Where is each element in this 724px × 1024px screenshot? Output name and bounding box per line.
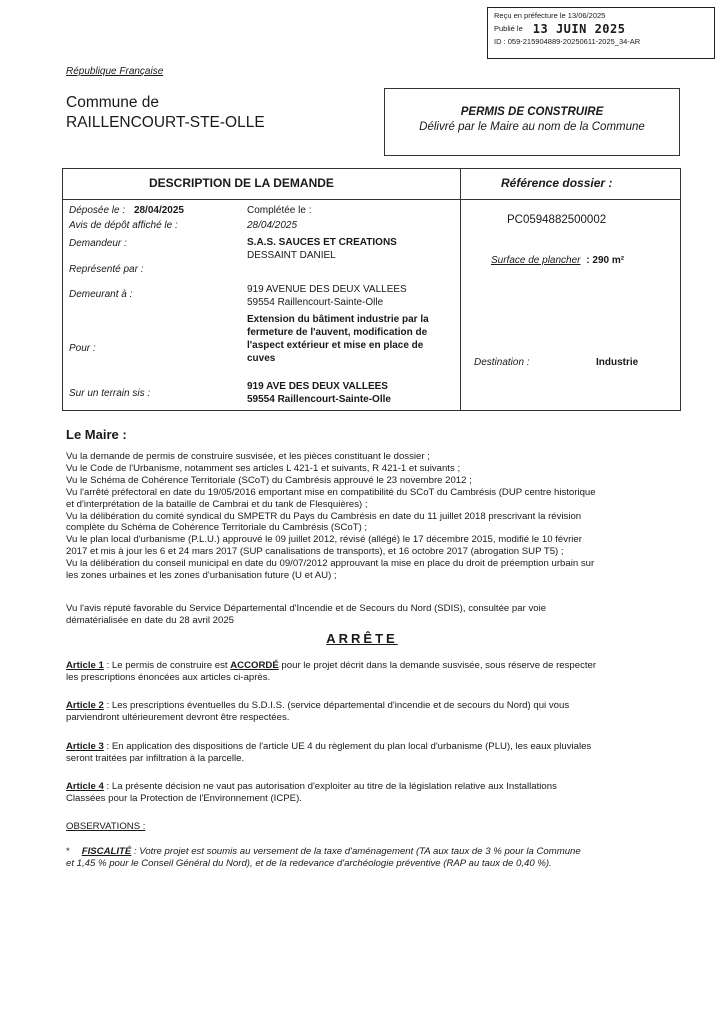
terrain-line1: 919 AVE DES DEUX VALLEES	[247, 381, 388, 392]
permis-title-box	[384, 88, 680, 156]
fiscalite-text-a: : Votre projet est soumis au versement de la taxe d'aménagement (TA aux taux de 3 % pour la Commune	[131, 846, 581, 857]
stamp-published-label: Publié le	[494, 24, 523, 34]
vu-line: 2017 et mis à jour les 6 et 24 mars 2017 (SUP canalisations de transports), et 16 octobre 2017 (abrogation SUP T5) ;	[66, 546, 564, 558]
fiscalite	[66, 846, 686, 870]
vu-line: Vu l'arrêté préfectoral en date du 19/05/2016 emportant mise en compatibilité du SCoT du Cambrésis (DUP centre historique	[66, 486, 596, 498]
prefecture-stamp	[487, 7, 715, 59]
surface-field	[491, 255, 624, 267]
vu-line: complète du Schéma de Cohérence Territoriale du Cambrésis (SCoT) ;	[66, 522, 368, 534]
article-1	[66, 660, 686, 684]
article-3	[66, 741, 686, 765]
article-4-text-a: : La présente décision ne vaut pas autorisation d'exploiter au titre de la législation relative aux Installations	[103, 781, 557, 792]
fiscalite-label: FISCALITÉ	[81, 846, 132, 857]
vu-line: Vu la délibération du comité syndical du SMPETR du Pays du Cambrésis en date du 11 juillet 2018 prescrivant la révision	[66, 510, 582, 522]
stamp-id: ID : 059-215904889-20250611-2025_34-AR	[494, 37, 641, 47]
commune-line1: Commune de	[66, 94, 160, 111]
article-4-label: Article 4	[66, 781, 104, 792]
pour-line3: l'aspect extérieur et mise en place de	[247, 340, 424, 351]
article-3-text-a: : En application des dispositions de l'article UE 4 du règlement du plan local d'urbanisme (PLU), les eaux pluviales	[103, 741, 592, 752]
demeurant-line2: 59554 Raillencourt-Sainte-Olle	[247, 297, 384, 308]
article-3-label: Article 3	[66, 741, 104, 752]
terrain-line2: 59554 Raillencourt-Sainte-Olle	[247, 394, 391, 405]
visas	[66, 451, 686, 582]
completee-label: Complétée le :	[247, 205, 312, 216]
vu-line: les zones urbaines et les zones d'urbanisation future (U et AU) ;	[66, 570, 337, 582]
article-1-text-b: pour le projet décrit dans la demande susvisée, sous réserve de respecter	[278, 660, 597, 671]
terrain-label: Sur un terrain sis :	[69, 388, 151, 399]
represente-label: Représenté par :	[69, 264, 144, 275]
vu-line: Vu la demande de permis de construire susvisée, et les pièces constituant le dossier ;	[66, 451, 430, 462]
stamp-received: Reçu en préfecture le 13/06/2025	[494, 11, 606, 20]
pour-line4: cuves	[247, 353, 276, 364]
reference-value: PC0594882500002	[507, 214, 607, 226]
table-divider-vertical	[460, 169, 461, 410]
fisc-bullet: *	[66, 846, 70, 857]
article-2	[66, 700, 686, 724]
commune-line2: RAILLENCOURT-STE-OLLE	[66, 114, 265, 131]
stamp-published-date: 13 JUIN 2025	[532, 22, 626, 37]
reference-heading: Référence dossier :	[501, 176, 613, 190]
surface-label: Surface de plancher	[491, 255, 581, 266]
demeurant-line1: 919 AVENUE DES DEUX VALLEES	[247, 284, 407, 295]
article-2-text-b: parviendront ultérieurement devront être respectées.	[66, 711, 290, 723]
destination-value: Industrie	[596, 357, 639, 368]
vu-line: Vu le Code de l'Urbanisme, notamment ses articles L 421-1 et suivants, R 421-1 et suivants ;	[66, 462, 461, 474]
republique-label: République Française	[66, 66, 164, 77]
vu-line: Vu l'avis réputé favorable du Service Départemental d'Incendie et de Secours du Nord (SDIS), consultée par voie	[66, 603, 547, 614]
surface-value: : 290 m²	[586, 255, 625, 266]
vu-line: Vu le plan local d'urbanisme (P.L.U.) approuvé le 09 juillet 2012, révisé (allégé) le 17 décembre 2015, modifié le 10 février	[66, 534, 582, 546]
accorde-text: ACCORDÉ	[230, 660, 279, 671]
vu-sdis	[66, 603, 686, 627]
article-3-text-b: seront traitées par infiltration à la parcelle.	[66, 752, 245, 764]
permis-subtitle: Délivré par le Maire au nom de la Commune	[419, 121, 645, 133]
article-4-text-b: Classées pour la Protection de l'Environnement (ICPE).	[66, 792, 302, 804]
pour-label: Pour :	[69, 343, 96, 354]
article-2-label: Article 2	[66, 700, 104, 711]
destination-label: Destination :	[474, 357, 530, 368]
avis-label: Avis de dépôt affiché le :	[69, 220, 178, 231]
article-1-label: Article 1	[66, 660, 104, 671]
vu-line: Vu le Schéma de Cohérence Territoriale (SCoT) du Cambrésis approuvé le 23 novembre 2012 ;	[66, 474, 472, 486]
article-2-text-a: : Les prescriptions éventuelles du S.D.I.S. (service départemental d'incendie et de secours du Nord) qui vous	[103, 700, 570, 711]
pour-line2: fermeture de l'auvent, modification de	[247, 327, 428, 338]
commune-name	[66, 93, 265, 133]
stamp-published	[494, 21, 708, 37]
fiscalite-text-b: et 1,45 % pour le Conseil Général du Nord), et de la redevance d'archéologie préventive (RAP au taux de 0,40 %).	[66, 857, 552, 869]
demandeur-label: Demandeur :	[69, 238, 127, 249]
vu-line: et d'interprétation de la bataille de Cambrai et du tank de Flesquières) ;	[66, 498, 368, 510]
arrete-text: ARRÊTE	[326, 631, 398, 646]
permis-title: PERMIS DE CONSTRUIRE	[460, 106, 604, 118]
demandeur-line2: DESSAINT DANIEL	[247, 250, 336, 261]
vu-line: dématérialisée en date du 28 avril 2025	[66, 614, 235, 626]
table-divider-horizontal	[63, 199, 680, 200]
demeurant-label: Demeurant à :	[69, 289, 133, 300]
article-4	[66, 781, 686, 805]
demandeur-line1: S.A.S. SAUCES ET CREATIONS	[247, 237, 397, 248]
article-1-text-a: : Le permis de construire est	[103, 660, 231, 671]
avis-value: 28/04/2025	[247, 220, 298, 231]
arrete-heading	[0, 631, 724, 646]
article-1-text-c: les prescriptions énoncées aux articles ci-après.	[66, 671, 271, 683]
deposee-label: Déposée le :	[69, 205, 126, 216]
deposee-value: 28/04/2025	[133, 205, 184, 216]
deposee-field	[69, 205, 184, 216]
le-maire-heading: Le Maire :	[66, 427, 127, 442]
vu-line: Vu la délibération du conseil municipal en date du 09/07/2012 approuvant la mise en place du droit de préemption urbain sur	[66, 558, 595, 570]
observations-heading	[66, 821, 686, 833]
observations-label: OBSERVATIONS :	[66, 821, 146, 832]
description-heading: DESCRIPTION DE LA DEMANDE	[149, 176, 334, 190]
description-table	[62, 168, 681, 411]
pour-line1: Extension du bâtiment industrie par la	[247, 314, 429, 325]
